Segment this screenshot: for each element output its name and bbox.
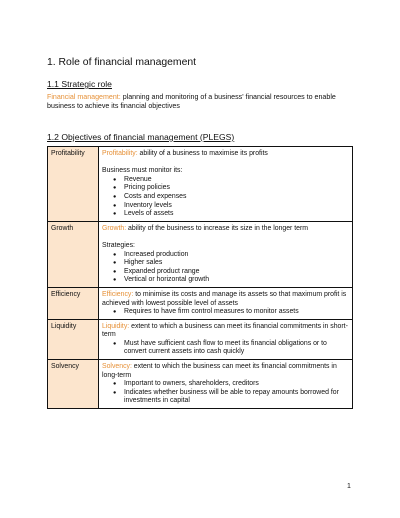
table-row bbox=[48, 221, 353, 287]
intro-definition: planning and monitoring of a business' financial resources to enable business to achieve its financial objectives bbox=[47, 93, 336, 111]
term-financial-management: Financial management: bbox=[47, 93, 121, 101]
row-label: Growth bbox=[48, 221, 99, 287]
row-content bbox=[99, 221, 353, 287]
row-label: Efficiency bbox=[48, 287, 99, 319]
definition bbox=[102, 323, 349, 340]
list-item: ● Vertical or horizontal growth bbox=[124, 276, 349, 285]
list-item: ● Important to owners, shareholders, creditors bbox=[124, 380, 349, 389]
intro-paragraph bbox=[47, 93, 357, 112]
row-content bbox=[99, 147, 353, 222]
definition-text: ability of the business to increase its size in the longer term bbox=[126, 224, 309, 232]
row-content bbox=[99, 287, 353, 319]
table-row bbox=[48, 319, 353, 359]
term: Profitability: bbox=[102, 150, 138, 157]
definition bbox=[102, 150, 349, 159]
row-content bbox=[99, 360, 353, 409]
bullet-list bbox=[102, 251, 349, 285]
page-title: 1. Role of financial management bbox=[47, 57, 197, 68]
list-item: ● Pricing policies bbox=[124, 184, 349, 193]
row-label: Profitability bbox=[48, 147, 99, 222]
term: Solvency: bbox=[102, 363, 132, 371]
list-item: ● Revenue bbox=[124, 176, 349, 185]
definition-text: extent to which the business can meet its financial commitments in long-term bbox=[102, 363, 337, 379]
list-item: ● Indicates whether business will be able to repay amounts borrowed for investments in capital bbox=[124, 389, 349, 406]
list-item: ● Must have sufficient cash flow to meet its financial obligations or to convert current assets into cash quickly bbox=[124, 340, 349, 357]
sub-heading: Strategies: bbox=[102, 241, 135, 249]
list-item: ● Requires to have firm control measures to monitor assets bbox=[124, 308, 349, 317]
bullet-list bbox=[102, 380, 349, 406]
row-content bbox=[99, 319, 353, 359]
section-heading-strategic-role: 1.1 Strategic role bbox=[47, 79, 112, 89]
term: Liquidity: bbox=[102, 322, 130, 330]
list-item: ● Inventory levels bbox=[124, 202, 349, 211]
definition bbox=[102, 291, 349, 308]
page-number: 1 bbox=[347, 483, 351, 490]
list-item: ● Levels of assets bbox=[124, 210, 349, 219]
term: Growth: bbox=[102, 224, 127, 232]
list-item: ● Higher sales bbox=[124, 259, 349, 268]
list-item: ● Increased production bbox=[124, 251, 349, 260]
definition bbox=[102, 225, 349, 234]
table-row bbox=[48, 360, 353, 409]
term: Efficiency: bbox=[102, 290, 134, 298]
section-heading-objectives: 1.2 Objectives of financial management (PLEGS) bbox=[47, 132, 235, 142]
bullet-list bbox=[102, 340, 349, 357]
bullet-list bbox=[102, 176, 349, 219]
table-row bbox=[48, 287, 353, 319]
definition-text: ability of a business to maximise its profits bbox=[137, 150, 268, 157]
table-row bbox=[48, 147, 353, 222]
list-item: ● Costs and expenses bbox=[124, 193, 349, 202]
list-item: ● Expanded product range bbox=[124, 268, 349, 277]
objectives-table bbox=[47, 146, 353, 409]
definition-text: to minimise its costs and manage its assets so that maximum profit is achieved with lowest possible level of assets bbox=[102, 290, 347, 307]
definition-text: extent to which a business can meet its financial commitments in short-term bbox=[102, 322, 348, 339]
row-label: Liquidity bbox=[48, 319, 99, 359]
definition bbox=[102, 363, 349, 380]
bullet-list bbox=[102, 308, 349, 317]
row-label: Solvency bbox=[48, 360, 99, 409]
sub-heading: Business must monitor its: bbox=[102, 167, 183, 175]
